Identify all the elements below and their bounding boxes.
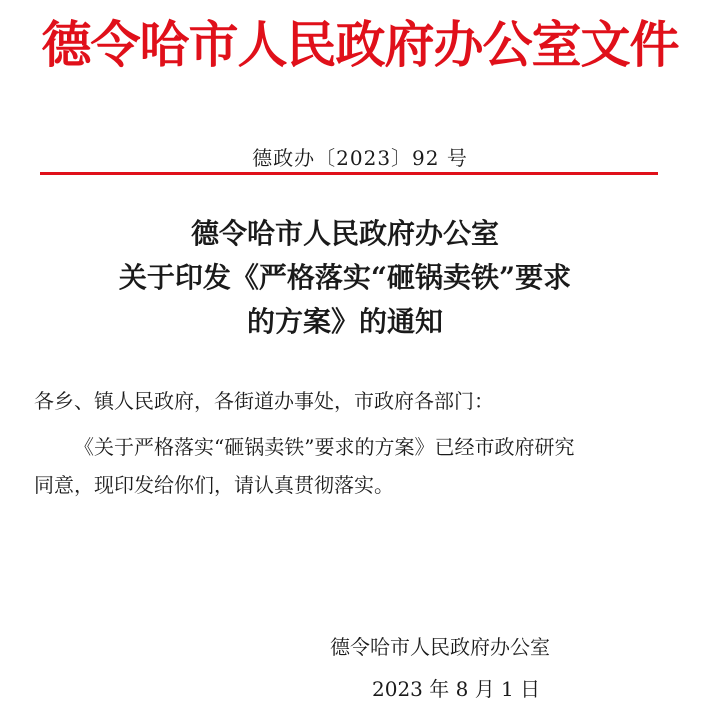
body-line-1: 《关于严格落实“砸锅卖铁”要求的方案》已经市政府研究 bbox=[74, 435, 575, 459]
salutation: 各乡、镇人民政府，各街道办事处，市政府各部门： bbox=[34, 389, 494, 413]
title-line-2: 关于印发《严格落实“砸锅卖铁”要求 bbox=[118, 261, 572, 294]
issuer-signature: 德令哈市人民政府办公室 bbox=[330, 635, 550, 659]
body-paragraph bbox=[34, 428, 694, 504]
document-title bbox=[0, 212, 690, 344]
issue-date: 2023 年 8 月 1 日 bbox=[372, 677, 541, 701]
document-masthead: 德令哈市人民政府办公室文件 bbox=[41, 16, 679, 74]
title-line-3: 的方案》的通知 bbox=[246, 305, 443, 338]
body-line-2: 同意，现印发给你们，请认真贯彻落实。 bbox=[34, 473, 394, 497]
title-line-1: 德令哈市人民政府办公室 bbox=[190, 217, 499, 250]
document-number: 德政办〔2023〕92 号 bbox=[252, 146, 468, 170]
red-divider-line bbox=[40, 172, 658, 175]
